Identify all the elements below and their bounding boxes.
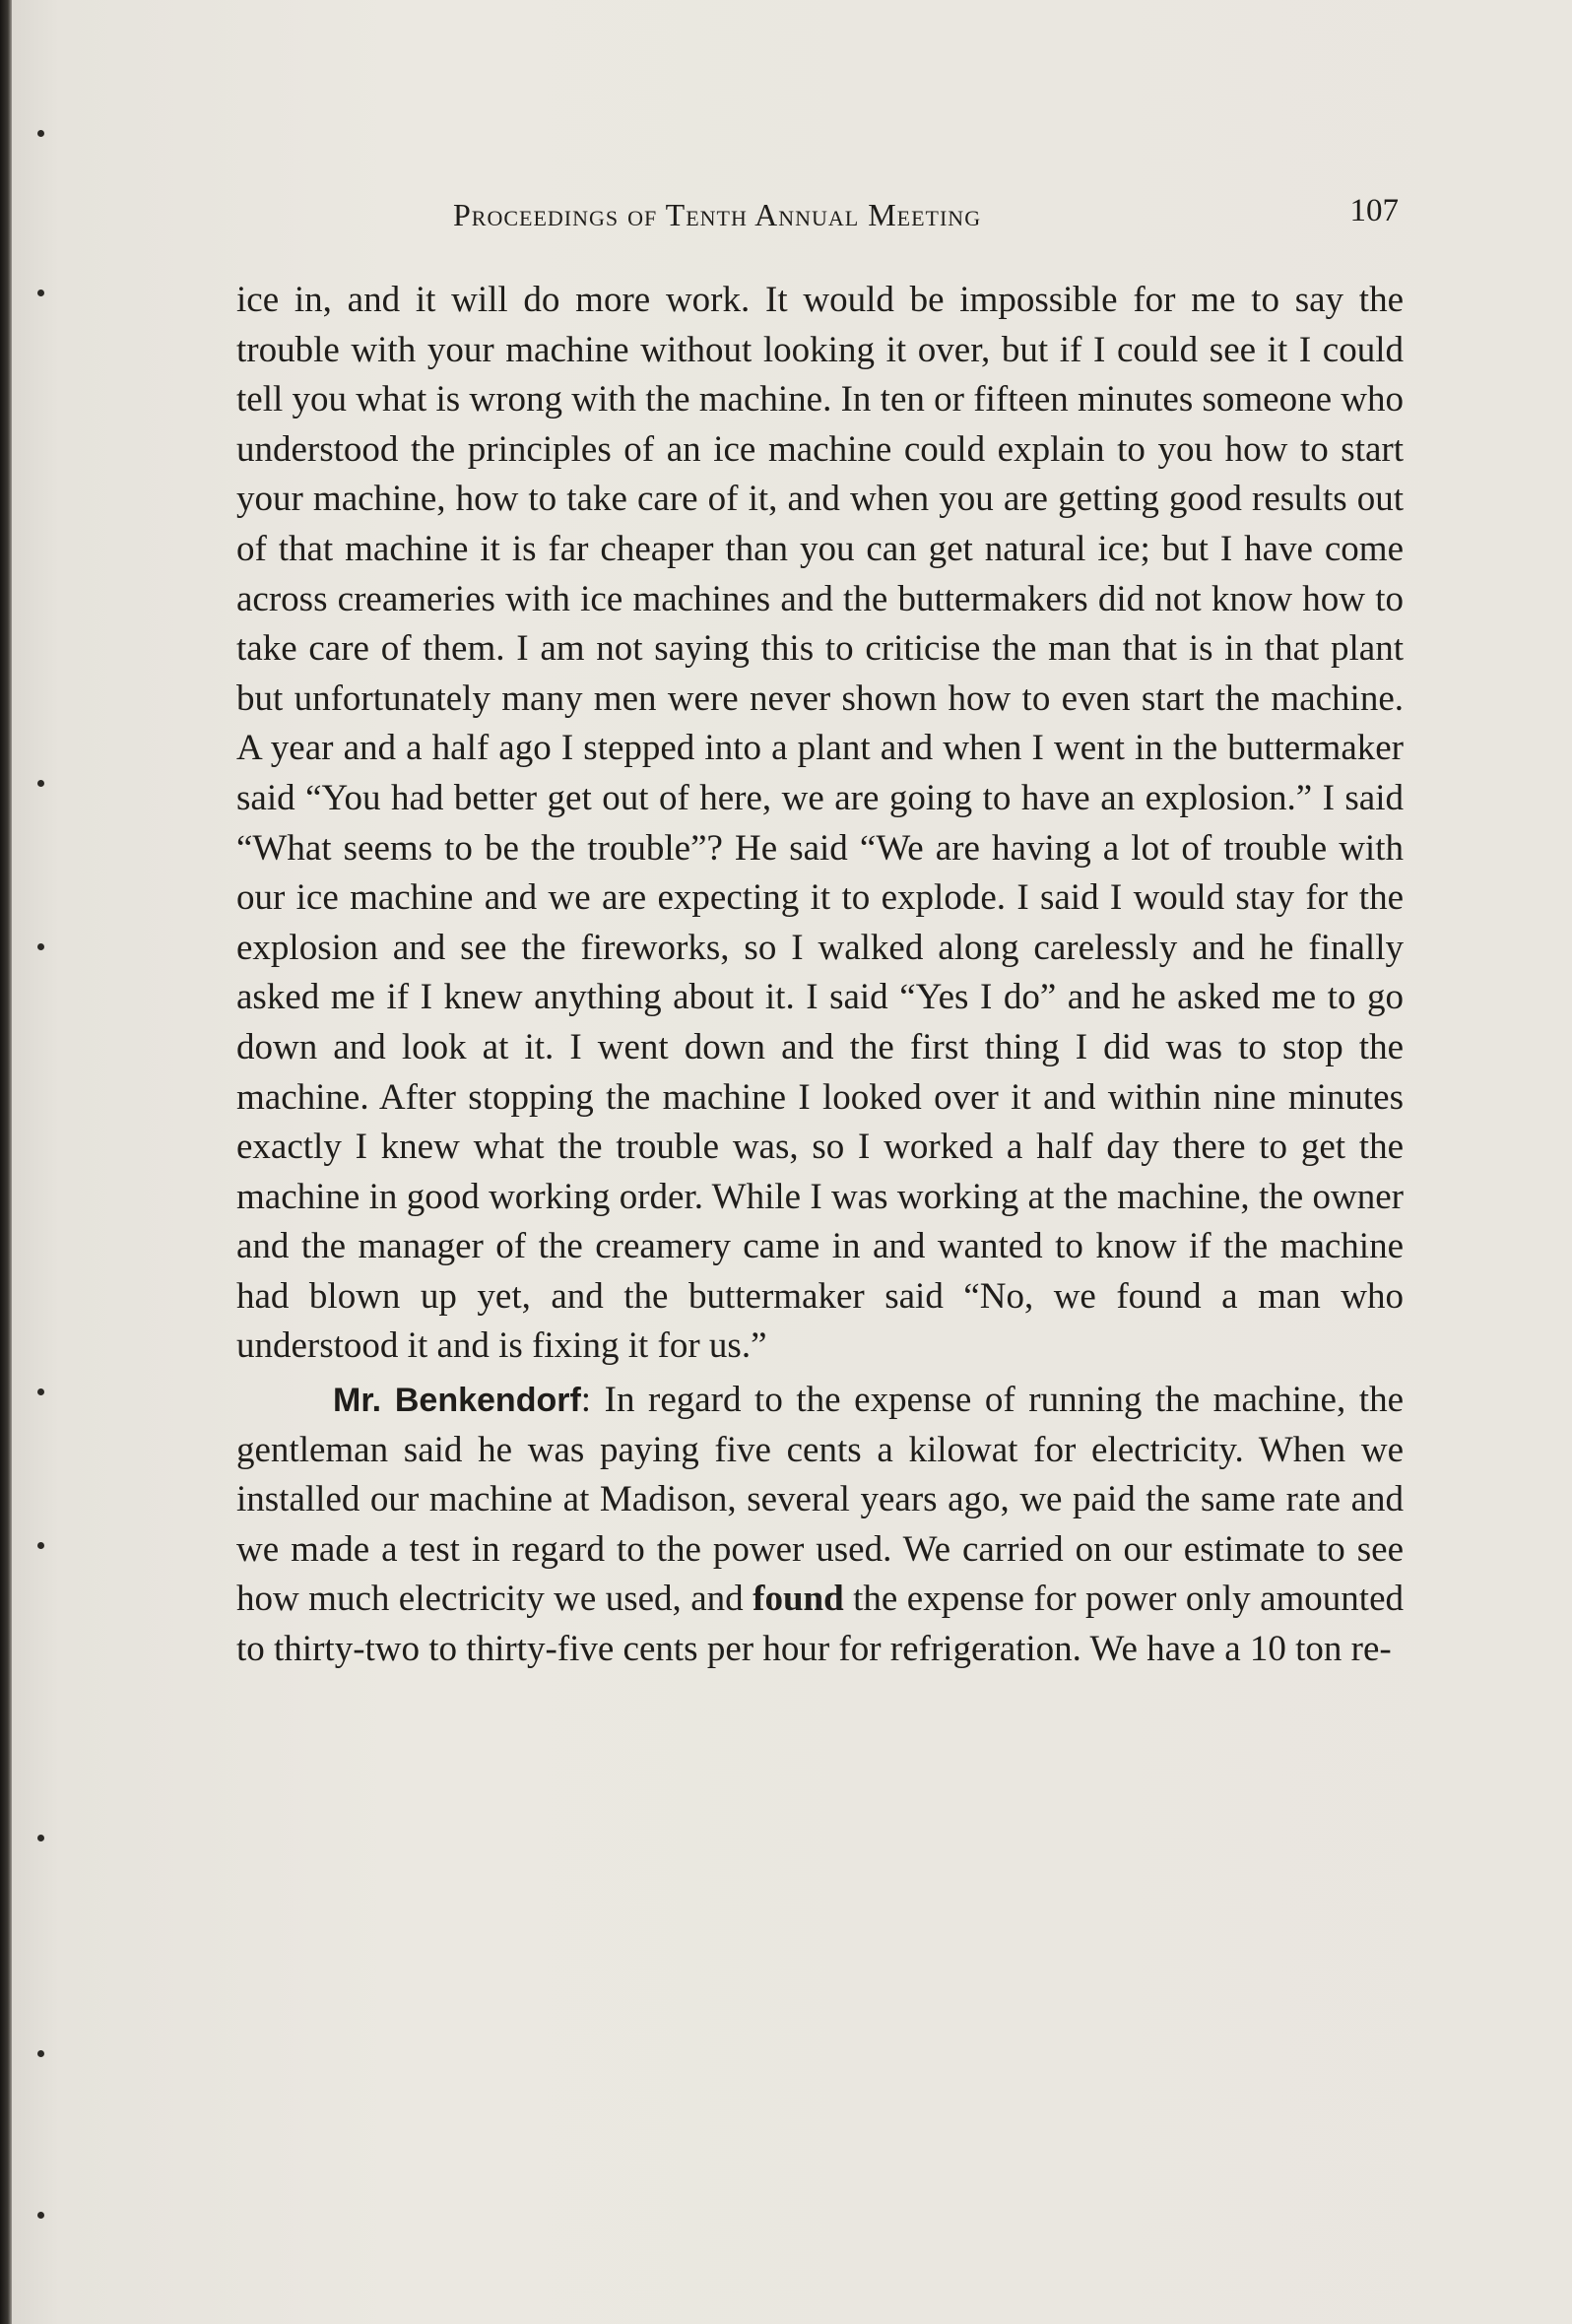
paragraph-1: ice in, and it will do more work. It would be impossible for me to say the trouble with your machine without looking it over, but if I could see it I could tell you what is wrong with the machine. In ten or fifteen minutes someone who understood the principles of an ice machine could explain to you how to start your machine, how to take care of it, and when you are getting good results out of that machine it is far cheaper than you can get natural ice; but I have come across creameries with ice machines and the buttermakers did not know how to take care of them. I am not saying this to criticise the man that is in that plant but unfortunately many men were never shown how to even start the machine. A year and a half ago I stepped into a plant and when I went in the buttermaker said “You had better get out of here, we are going to have an explosion.” I said “What seems to be the trouble”? He said “We are having a lot of trouble with our ice machine and we are expecting it to explode. I said I would stay for the explosion and see the fireworks, so I walked along carelessly and he finally asked me if I knew anything about it. I said “Yes I do” and he asked me to go down and look at it. I went down and the first thing I did was to stop the machine. After stopping the machine I looked over it and within nine minutes exactly I knew what the trouble was, so I worked a half day there to get the machine in good working order. While I was working at the machine, the owner and the manager of the creamery came in and wanted to know if the machine had blown up yet, and the buttermaker said “No, we found a man who understood it and is fixing it for us.” — [236, 280, 1404, 1367]
speaker-separator: : — [580, 1380, 592, 1421]
binding-mark — [37, 2050, 44, 2057]
bold-word: found — [753, 1579, 844, 1620]
paragraph-2-text-end: the expense for power only amounted to thirty-two to thirty-five cents per hour for refrigeration. We have a 10 ton re- — [236, 1579, 1404, 1670]
binding-mark — [37, 1835, 44, 1841]
running-head — [236, 193, 1399, 240]
binding-mark — [37, 2212, 44, 2219]
binding-mark — [37, 780, 44, 787]
binding-mark — [37, 943, 44, 950]
body-text — [236, 276, 1404, 1675]
binding-edge — [0, 0, 12, 2324]
paragraph-2 — [236, 1376, 1404, 1675]
running-title: Proceedings of Tenth Annual Meeting — [453, 197, 982, 232]
speaker-name: Mr. Benkendorf — [333, 1382, 581, 1420]
paragraph-2-text-start: In regard to the expense of running the machine, the gentleman said he was paying five cents a kilowat for electricity. When we installed our machine at Madison, several years ago, we paid the same rate and we made a test in regard to the power used. We carried on our estimate to see how much electricity we used, and — [236, 1380, 1404, 1620]
binding-mark — [37, 1542, 44, 1549]
binding-mark — [37, 290, 44, 296]
binding-mark — [37, 1388, 44, 1395]
page-number: 107 — [1349, 193, 1399, 228]
binding-mark — [37, 130, 44, 137]
